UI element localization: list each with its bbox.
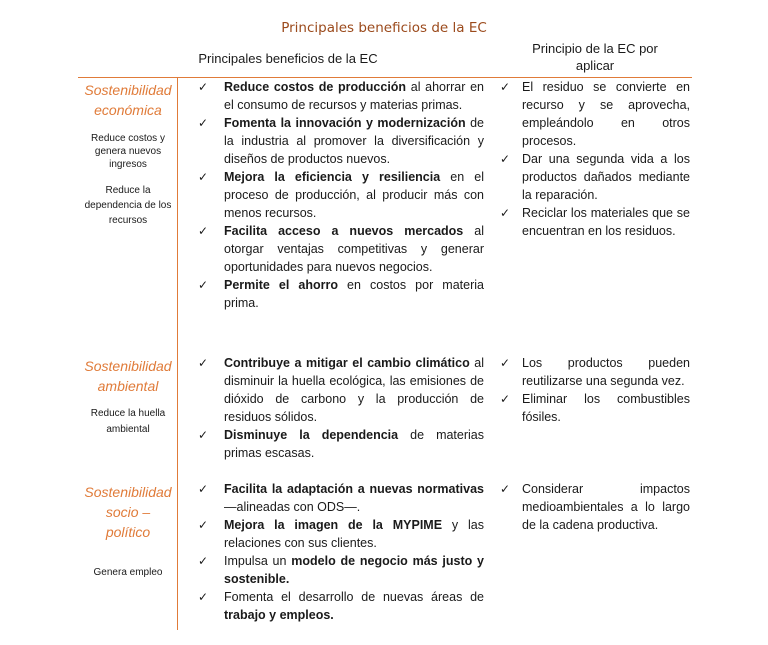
benefit-item: ✓ Impulsa un modelo de negocio más justo y sostenible. <box>198 554 484 586</box>
principle-item: ✓ Eliminar los combustibles fósiles. <box>500 392 690 424</box>
benefit-item: ✓ Facilita acceso a nuevos mercados al otorgar ventajas competitivas y generar oportunidades para nuevos negocios. <box>198 224 484 274</box>
check-icon: ✓ <box>198 554 209 568</box>
category-note <box>78 566 178 579</box>
table-row-sociopolitical <box>78 480 692 630</box>
note-line: Reduce costos y <box>91 133 165 144</box>
category-line: ambiental <box>97 378 159 394</box>
check-icon: ✓ <box>198 518 209 532</box>
principles-cell <box>500 354 690 426</box>
principle-item: ✓ Los productos pueden reutilizarse una segunda vez. <box>500 356 690 388</box>
check-icon: ✓ <box>198 590 209 604</box>
header-principles <box>498 40 692 74</box>
principle-item: ✓ Considerar impactos medioambientales a lo largo de la cadena productiva. <box>500 482 690 532</box>
check-icon: ✓ <box>198 170 209 184</box>
table-row-environmental <box>78 354 692 480</box>
table-row-economic <box>78 78 692 354</box>
principle-item: ✓ Dar una segunda vida a los productos dañados mediante la reparación. <box>500 152 690 202</box>
benefit-item: ✓ Fomenta el desarrollo de nuevas áreas de trabajo y empleos. <box>198 590 484 622</box>
benefits-cell <box>198 354 484 462</box>
benefits-cell <box>198 78 484 312</box>
category-note <box>78 132 178 171</box>
note-line: Reduce la huella <box>90 408 166 419</box>
check-icon: ✓ <box>198 278 209 292</box>
header-benefits: Principales beneficios de la EC <box>198 51 378 66</box>
note-line: ambiental <box>106 424 150 435</box>
category-note <box>78 183 178 228</box>
category-note <box>78 406 178 438</box>
benefit-item: ✓ Mejora la imagen de la MYPIME y las relaciones con sus clientes. <box>198 518 484 550</box>
principle-item: ✓ Reciclar los materiales que se encuentran en los residuos. <box>500 206 690 238</box>
check-icon: ✓ <box>198 356 209 370</box>
note-line: recursos <box>108 215 148 226</box>
benefit-item: ✓ Fomenta la innovación y modernización de la industria al promover la diversificación y diseños de productos nuevos. <box>198 116 484 166</box>
note-line: Reduce la <box>105 185 151 196</box>
category-cell <box>78 354 178 438</box>
benefit-item: ✓ Reduce costos de producción al ahorrar en el consumo de recursos y materias primas. <box>198 80 484 112</box>
category-line: económica <box>94 102 162 118</box>
table-header <box>78 40 692 78</box>
category-line: socio – <box>105 504 151 520</box>
category-cell <box>78 480 178 579</box>
check-icon: ✓ <box>500 392 511 406</box>
check-icon: ✓ <box>198 116 209 130</box>
benefits-cell <box>198 480 484 624</box>
category-label <box>78 482 178 542</box>
principle-item: ✓ El residuo se convierte en recurso y se aprovecha, empleándolo en otros procesos. <box>500 80 690 148</box>
check-icon: ✓ <box>500 80 511 94</box>
benefit-item: ✓ Disminuye la dependencia de materias primas escasas. <box>198 428 484 460</box>
principles-cell <box>500 480 690 534</box>
benefit-item: ✓ Mejora la eficiencia y resiliencia en el proceso de producción, al producir más con menos recursos. <box>198 170 484 220</box>
note-line: Genera empleo <box>93 567 163 578</box>
note-line: ingresos <box>109 159 147 170</box>
check-icon: ✓ <box>500 482 511 496</box>
benefit-item: ✓ Facilita la adaptación a nuevas normativas —alineadas con ODS—. <box>198 482 484 514</box>
category-label <box>78 356 178 396</box>
benefit-item: ✓ Contribuye a mitigar el cambio climático al disminuir la huella ecológica, las emisiones de dióxido de carbono y la producción de residuos sólidos. <box>198 356 484 424</box>
header-principles-line1: Principio de la EC por <box>532 41 658 56</box>
category-cell <box>78 78 178 228</box>
check-icon: ✓ <box>198 224 209 238</box>
check-icon: ✓ <box>198 80 209 94</box>
note-line: genera nuevos <box>94 146 162 157</box>
category-line: Sostenibilidad <box>84 484 172 500</box>
category-label <box>78 80 178 120</box>
check-icon: ✓ <box>198 482 209 496</box>
check-icon: ✓ <box>500 356 511 370</box>
table-caption: Principales beneficios de la EC <box>281 20 487 36</box>
benefit-item: ✓ Permite el ahorro en costos por materia prima. <box>198 278 484 310</box>
benefits-table <box>78 40 692 630</box>
note-line: dependencia de los <box>84 200 172 211</box>
check-icon: ✓ <box>198 428 209 442</box>
principles-cell <box>500 78 690 240</box>
category-line: político <box>105 524 151 540</box>
header-principles-line2: aplicar <box>575 58 615 73</box>
category-line: Sostenibilidad <box>84 358 172 374</box>
check-icon: ✓ <box>500 152 511 166</box>
category-line: Sostenibilidad <box>84 82 172 98</box>
check-icon: ✓ <box>500 206 511 220</box>
